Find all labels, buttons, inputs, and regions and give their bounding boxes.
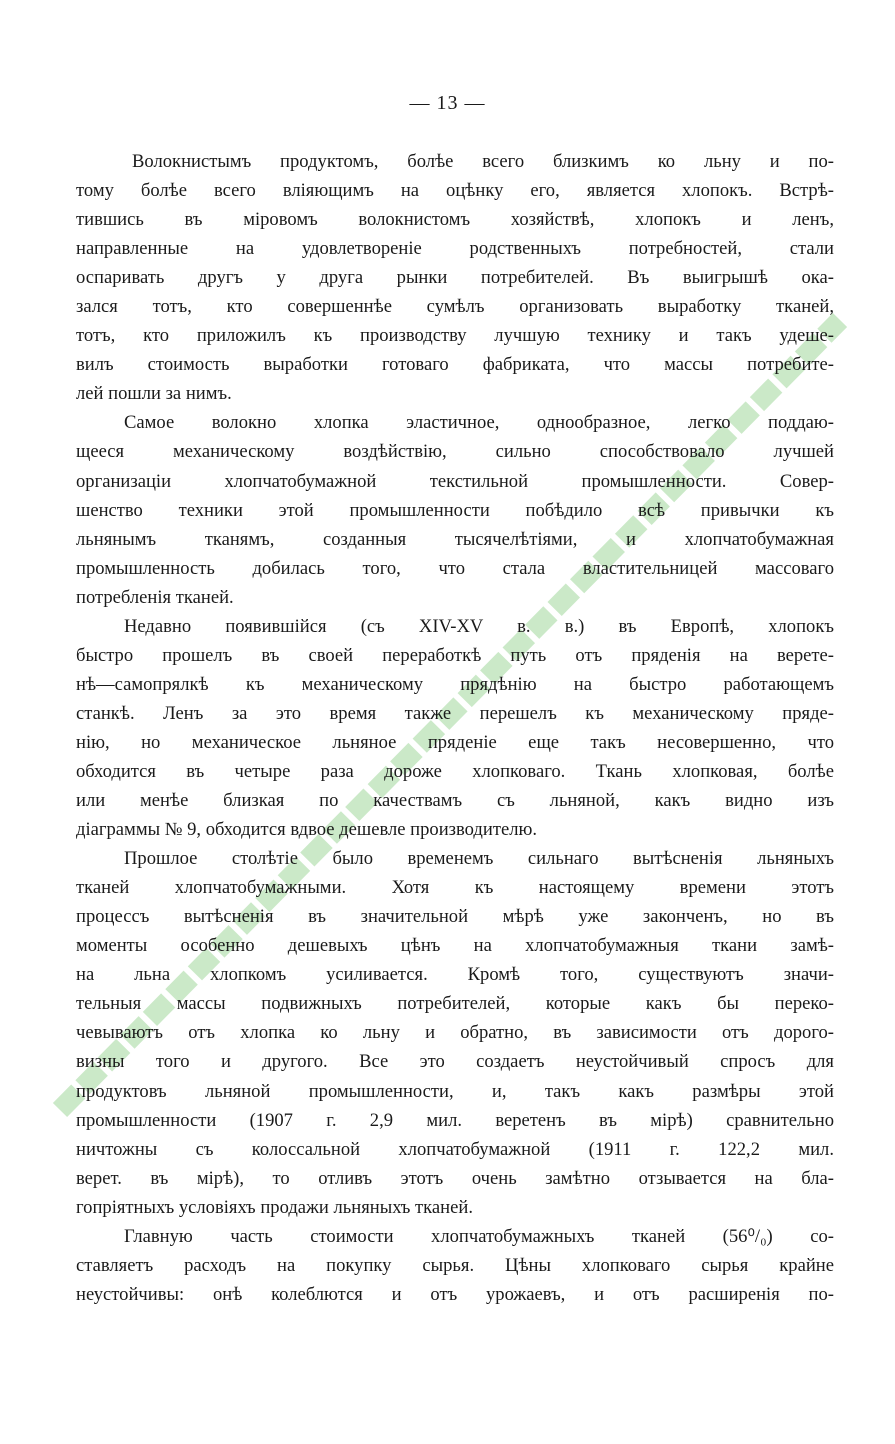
text-line: промышленность добилась того, что стала властительницей массоваго [76, 557, 834, 579]
text-line: направленные на удовлетвореніе родственныхъ потребностей, стали [76, 238, 834, 260]
text-line: или менѣе близкая по качествамъ съ льняной, какъ видно изъ [76, 790, 834, 812]
text-line: Прошлое столѣтіе было временемъ сильнаго вытѣсненія льняныхъ [124, 848, 834, 870]
text-line: Самое волокно хлопка эластичное, однообразное, легко поддаю- [124, 412, 834, 434]
text-line: ставляетъ расходъ на покупку сырья. Цѣны хлопковаго сырья крайне [76, 1254, 834, 1276]
text-line: Недавно появившійся (съ XIV-XV в. в.) въ Европѣ, хлопокъ [124, 615, 834, 637]
body-text [76, 147, 834, 1309]
text-line: организаціи хлопчатобумажной текстильной промышленности. Совер- [76, 470, 834, 492]
text-line: процессъ вытѣсненія въ значительной мѣрѣ уже законченъ, но въ [76, 906, 834, 928]
text-line: нѣ—самопрялкѣ къ механическому прядѣнію на быстро работающемъ [76, 673, 834, 695]
text-line: ничтожны съ колоссальной хлопчатобумажной (1911 г. 122,2 мил. [76, 1138, 834, 1160]
text-line: визны того и другого. Все это создаетъ неустойчивый спросъ для [76, 1051, 834, 1073]
text-line: оспаривать другъ у друга рынки потребителей. Въ выигрышѣ ока- [76, 267, 834, 289]
text-line: тканей хлопчатобумажными. Хотя къ настоящему времени этотъ [76, 877, 834, 899]
text-line: тотъ, кто приложилъ къ производству лучшую технику и такъ удеше- [76, 325, 834, 347]
text-line: обходится въ четыре раза дороже хлопковаго. Ткань хлопковая, болѣе [76, 760, 834, 782]
text-line: верет. въ мірѣ), то отливъ этотъ очень замѣтно отзывается на бла- [76, 1167, 834, 1189]
text-line: гопріятныхъ условіяхъ продажи льняныхъ тканей. [76, 1196, 473, 1218]
text-line: шенство техники этой промышленности побѣдило всѣ привычки къ [76, 499, 834, 521]
text-line: нію, но механическое льняное пряденіе еще такъ несовершенно, что [76, 731, 834, 753]
text-line: потребленія тканей. [76, 586, 234, 608]
text-line: станкѣ. Ленъ за это время также перешелъ къ механическому пряде- [76, 702, 834, 724]
text-line: вилъ стоимость выработки готоваго фабриката, что массы потребите- [76, 354, 834, 376]
text-line: щееся механическому воздѣйствію, сильно способствовало лучшей [76, 441, 834, 463]
text-line: Главную часть стоимости хлопчатобумажныхъ тканей (56⁰/₀) со- [124, 1225, 834, 1247]
text-line: тельныя массы подвижныхъ потребителей, которые какъ бы переко- [76, 993, 834, 1015]
text-line: продуктовъ льняной промышленности, и, такъ какъ размѣры этой [76, 1080, 834, 1102]
text-line: тившись въ міровомъ волокнистомъ хозяйствѣ, хлопокъ и ленъ, [76, 209, 834, 231]
text-line: промышленности (1907 г. 2,9 мил. веретенъ въ мірѣ) сравнительно [76, 1109, 834, 1131]
text-line: моменты особенно дешевыхъ цѣнъ на хлопчатобумажныя ткани замѣ- [76, 935, 834, 957]
text-line: льнянымъ тканямъ, созданныя тысячелѣтіями, и хлопчатобумажная [76, 528, 834, 550]
text-line: тому болѣе всего вліяющимъ на оцѣнку его, является хлопокъ. Встрѣ- [76, 180, 834, 202]
text-line: быстро прошелъ въ своей переработкѣ путь отъ пряденія на верете- [76, 644, 834, 666]
text-line: діаграммы № 9, обходится вдвое дешевле производителю. [76, 819, 538, 841]
text-line: неустойчивы: онѣ колеблются и отъ урожаевъ, и отъ расширенія по- [76, 1283, 834, 1305]
text-line: зался тотъ, кто совершеннѣе сумѣлъ организовать выработку тканей, [76, 296, 834, 318]
text-line: на льна хлопкомъ усиливается. Кромѣ того, существуютъ значи- [76, 964, 834, 986]
page-number: — 13 — [409, 92, 486, 114]
text-line: Волокнистымъ продуктомъ, болѣе всего близкимъ ко льну и по- [132, 151, 834, 172]
text-line: чевываютъ отъ хлопка ко льну и обратно, въ зависимости отъ дорого- [76, 1022, 834, 1044]
text-line: лей пошли за нимъ. [76, 383, 232, 405]
